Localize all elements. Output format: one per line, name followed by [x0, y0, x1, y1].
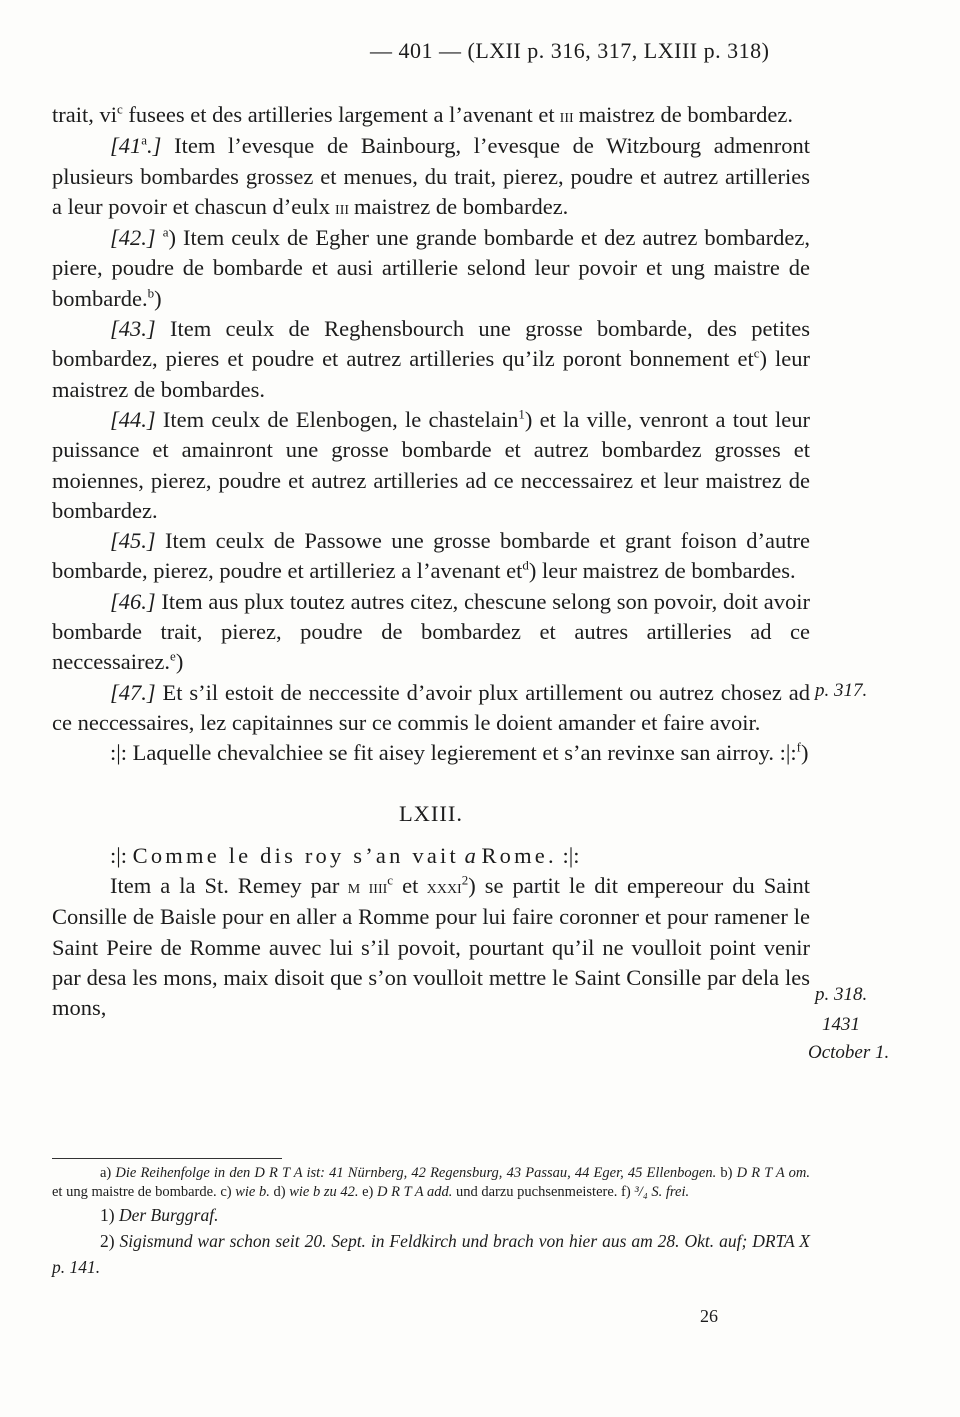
- running-head: — 401 — (LXII p. 316, 317, LXIII p. 318): [370, 38, 770, 63]
- superscript: c: [116, 101, 123, 117]
- roman-numeral: xxxi: [418, 876, 462, 899]
- text-span: Item ceulx de Reghensbourch une grosse bombarde, des petites bombardez, pieres et poudre et autrez artilleries qu’ilz poront bonnement et: [52, 316, 810, 372]
- footnote-label: f): [617, 1184, 631, 1200]
- text-span: :|:: [110, 842, 133, 868]
- chapter-subtitle: [52, 841, 810, 871]
- paragraph-42: [52, 223, 810, 314]
- footnote-ref: d: [522, 557, 529, 573]
- footnote-label: d): [269, 1184, 286, 1200]
- footnote-rule: [52, 1158, 282, 1159]
- footnote-ref: c: [753, 345, 760, 361]
- paragraph-number: [43.]: [110, 316, 156, 342]
- text-span: trait, vi: [52, 102, 117, 127]
- text-span: fusees et des artilleries largement a l’avenant et: [122, 102, 555, 127]
- paragraph-43: [52, 314, 810, 405]
- paragraph-number: [45.]: [110, 528, 156, 554]
- footnote-text: Sigismund war schon seit 20. Sept. in Feldkirch und brach von hier aus am 28. Okt. auf; DRTA X p. 141.: [52, 1231, 810, 1277]
- paragraph-number: [42.]: [110, 225, 156, 251]
- footnote-label: 2): [100, 1231, 115, 1251]
- paragraph-45: [52, 526, 810, 587]
- paragraph-41a: [52, 131, 810, 223]
- text-span: ): [800, 740, 809, 766]
- margin-note-date: October 1.: [808, 1042, 890, 1063]
- text-span: Item aus plux toutez autres citez, chescune selong son povoir, doit avoir bombarde trait, pierez, poudre de bombardez et autres artilleries ad ce neccessairez.: [52, 588, 810, 675]
- text-span: Item ceulx de Elenbogen, le chastelain: [155, 406, 519, 432]
- margin-note-page-317: p. 317.: [815, 680, 868, 701]
- footnote-1: [52, 1202, 810, 1228]
- text-span: Item l’evesque de Bainbourg, l’evesque de Witzbourg admenront plusieurs bombardes grossez et menues, du trait, pierez, poudre et autrez artilleries a leur povoir et chascun d’eulx: [52, 133, 810, 219]
- roman-numeral: iii: [330, 196, 355, 219]
- footnote-text: wie b zu 42.: [285, 1184, 359, 1200]
- paragraph-46: [52, 587, 810, 678]
- footnote-label: 1): [100, 1205, 115, 1225]
- footnote-ref: b: [147, 285, 155, 301]
- footnote-text: Die Reihenfolge in den D R T A ist: 41 Nürnberg, 42 Regensburg, 43 Passau, 44 Eger, 45 Ellenbogen.: [111, 1165, 717, 1181]
- paragraph-chevalchiee: [52, 738, 810, 768]
- footnote-text: Der Burggraf.: [114, 1205, 219, 1225]
- text-span: Et s’il estoit de neccessite d’avoir plux artillement ou autrez chosez ad ce neccessaires, lez capitainnes sur ce commis le doient amander et faire avoir.: [52, 679, 810, 735]
- spaced-text: Rome.: [481, 842, 557, 868]
- text-span: ) leur maistrez de bombardes.: [528, 558, 796, 584]
- footnote-ref: 1: [518, 406, 525, 422]
- text-span: ) se partit le dit empereour du Saint Consille de Baisle pour en aller a Romme pour lui faire coronner et pour ramener le Saint Peire de Romme auvec lui s’il povoit, pourtant qu’il ne voulloit point venir par desa les mons, maix disoit que s’on voulloit mettre le Saint Consille par dela les mons,: [52, 873, 810, 1021]
- text-span: :|: Laquelle chevalchiee se fit aisey legierement et s’an revinxe san airroy. :|:: [110, 740, 797, 766]
- footnote-text: und darzu puchsenmeistere.: [452, 1184, 618, 1200]
- paragraph-47: [52, 678, 810, 739]
- paragraph-item-remey: [52, 871, 810, 1023]
- footnote-ref: a: [162, 224, 169, 240]
- footnote-ref: e: [170, 648, 176, 664]
- footnote-2: [52, 1228, 810, 1280]
- paragraph-continuation: [52, 100, 810, 131]
- margin-note-year: 1431: [822, 1014, 860, 1035]
- footnote-text: et ung maistre de bombarde.: [52, 1184, 217, 1200]
- paragraph-number: [44.]: [110, 406, 156, 432]
- text-span: Item a la St. Remey par: [110, 873, 340, 899]
- text-span: ) Item ceulx de Egher une grande bombarde et dez autrez bombardez, piere, poudre de bombarde et ausi artillerie selond leur povoir et ung maistre de bombarde.: [52, 225, 810, 311]
- text-span: ): [154, 285, 162, 311]
- roman-numeral: iii: [554, 105, 579, 127]
- text-span: :|:: [556, 842, 580, 868]
- footnote-text: wie b.: [231, 1184, 270, 1200]
- paragraph-44: [52, 405, 810, 526]
- page-number: 26: [700, 1306, 718, 1326]
- superscript: c: [387, 872, 394, 888]
- text-span: ) leur maistrez de bombardes.: [52, 346, 811, 402]
- paragraph-number: .]: [147, 133, 162, 159]
- footnotes: [52, 1164, 810, 1280]
- italic-text: a: [458, 842, 482, 868]
- superscript: a: [141, 132, 148, 148]
- margin-note-page-318: p. 318.: [815, 984, 868, 1005]
- text-span: Item ceulx de Passowe une grosse bombarde et grant foison d’autre bombarde, pierez, poudre et artilleriez a l’avenant et: [52, 528, 810, 584]
- footnote-letter-block: [52, 1164, 810, 1202]
- paragraph-number: [46.]: [110, 588, 156, 614]
- footnote-label: c): [216, 1184, 232, 1200]
- text-span: et: [393, 873, 419, 899]
- text-span: ) et la ville, venront a tout leur puissance et amainront une grosse bombarde et autrez bombardez grosses et moiennes, pierez, poudre et autrez artilleries ad ce neccessairez et leur maistrez de bombardez.: [52, 406, 810, 523]
- footnote-text: D R T A om.: [732, 1165, 810, 1181]
- footnote-label: a): [100, 1165, 112, 1181]
- text-span: maistrez de bombardez.: [354, 193, 569, 219]
- paragraph-number: [47.]: [110, 679, 156, 705]
- footnote-label: b): [716, 1165, 733, 1181]
- text-span: maistrez de bombardez.: [578, 102, 793, 127]
- roman-numeral: m iiii: [339, 876, 388, 899]
- footnote-ref: 2: [461, 872, 469, 888]
- main-text: [52, 100, 810, 1024]
- spaced-text: Comme le dis roy s’an vait: [132, 842, 459, 868]
- chapter-heading: LXIII.: [398, 800, 464, 826]
- footnote-text: D R T A add.: [373, 1184, 453, 1200]
- footnote-ref: f: [796, 739, 801, 755]
- footnote-text: ³/₄ S. frei.: [630, 1184, 690, 1200]
- paragraph-number: [41: [110, 133, 142, 159]
- footnote-label: e): [358, 1184, 374, 1200]
- text-span: ): [175, 649, 184, 675]
